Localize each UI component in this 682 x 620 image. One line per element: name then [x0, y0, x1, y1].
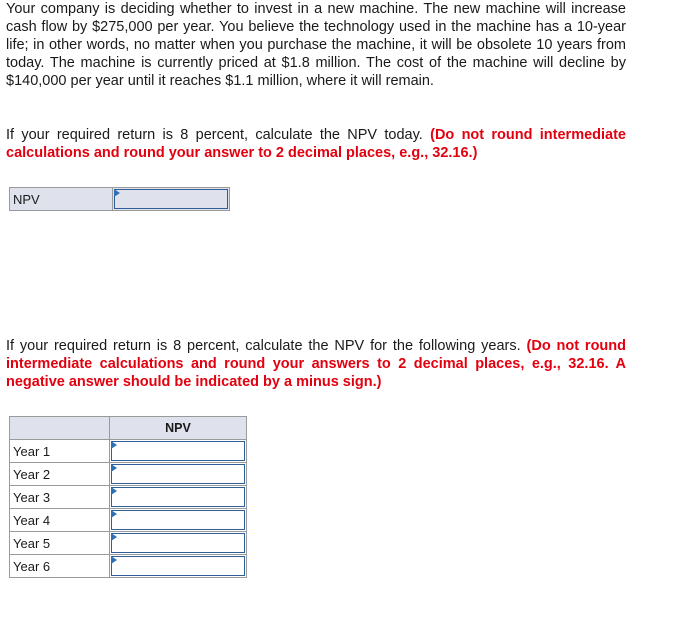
npv-today-input[interactable]: [114, 189, 228, 209]
year-npv-cell: [110, 440, 247, 463]
table-row: [10, 440, 247, 463]
problem-statement: Your company is deciding whether to invest in a new machine. The new machine will increase cash flow by $275,000 per year. You believe the technology used in the machine has a 10-year life; in other words, no matter when you purchase the machine, it will be obsolete 10 years from today. The machine is currently priced at $1.8 million. The cost of the machine will decline by $140,000 per year until it reaches $1.1 million, where it will remain.: [6, 1, 626, 89]
year-label: Year 4: [10, 509, 110, 532]
year-4-npv-input[interactable]: [111, 510, 245, 530]
table-row: [10, 463, 247, 486]
table-row: [10, 509, 247, 532]
year-3-npv-input[interactable]: [111, 487, 245, 507]
npv-today-cell: [113, 188, 230, 211]
year-npv-cell: [110, 555, 247, 578]
year-6-npv-input[interactable]: [111, 556, 245, 576]
year-label: Year 2: [10, 463, 110, 486]
year-npv-cell: [110, 532, 247, 555]
year-label: Year 6: [10, 555, 110, 578]
question-npv-today-instruction: (Do not round intermediate calculations and round your answer to 2 decimal places, e.g., 32.16.): [6, 127, 626, 161]
year-npv-cell: [110, 463, 247, 486]
question-npv-years-instruction: (Do not round intermediate calculations and round your answers to 2 decimal places, e.g., 32.16. A negative answer should be indicated by a minus sign.): [6, 338, 627, 390]
year-npv-cell: [110, 509, 247, 532]
table-row: [10, 555, 247, 578]
year-2-npv-input[interactable]: [111, 464, 245, 484]
question-npv-years: [6, 337, 626, 391]
year-5-npv-input[interactable]: [111, 533, 245, 553]
question-npv-today-text: If your required return is 8 percent, calculate the NPV today.: [6, 127, 423, 143]
table-row: [10, 532, 247, 555]
npv-today-label: NPV: [10, 188, 113, 211]
question-npv-today: [6, 126, 626, 162]
year-label: Year 5: [10, 532, 110, 555]
year-label: Year 3: [10, 486, 110, 509]
npv-years-header-npv: NPV: [110, 417, 247, 440]
year-npv-cell: [110, 486, 247, 509]
npv-years-header-row: [10, 417, 247, 440]
npv-today-table: [9, 187, 230, 211]
table-row: [10, 486, 247, 509]
year-label: Year 1: [10, 440, 110, 463]
npv-years-table: [9, 416, 247, 578]
year-1-npv-input[interactable]: [111, 441, 245, 461]
npv-today-row: [10, 188, 230, 211]
npv-years-header-blank: [10, 417, 110, 440]
question-npv-years-text: If your required return is 8 percent, calculate the NPV for the following years.: [6, 338, 521, 354]
